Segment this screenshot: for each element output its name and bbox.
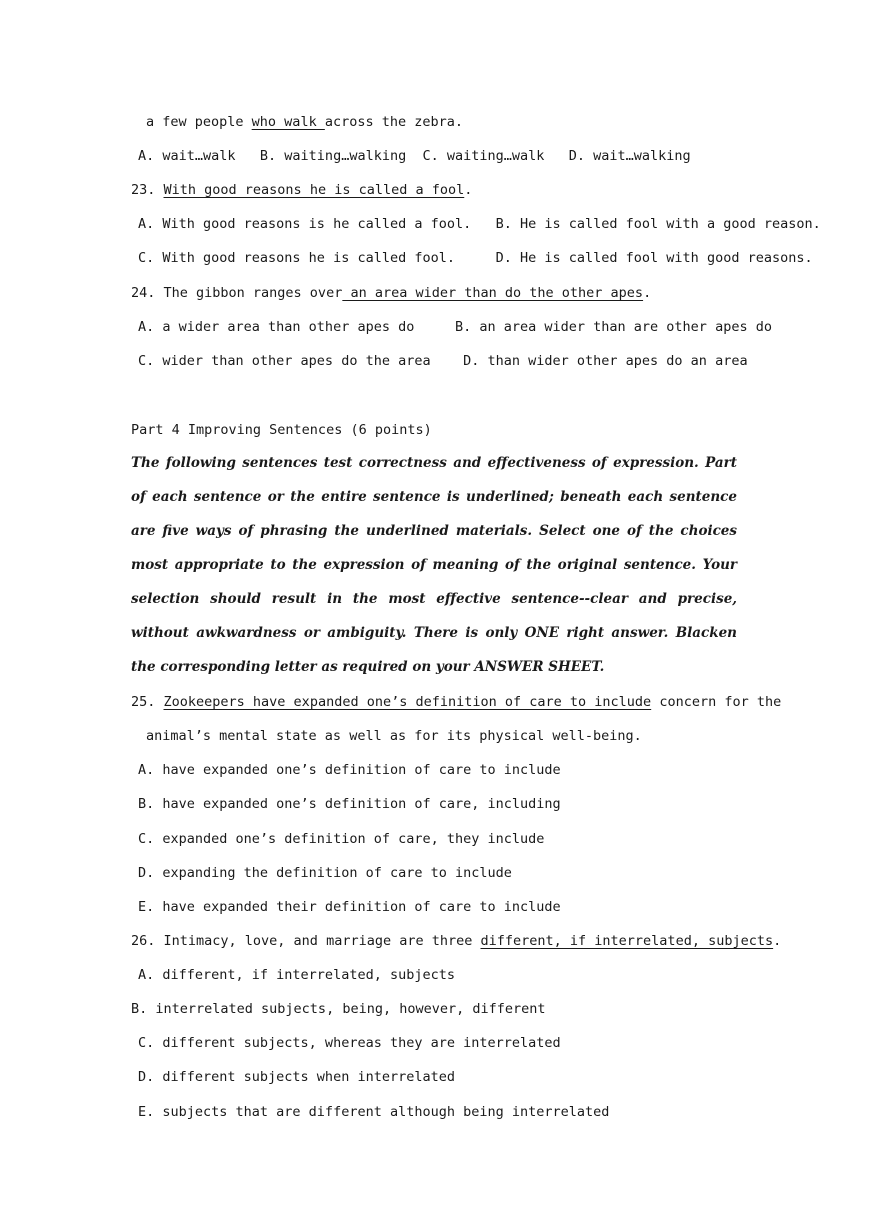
q26-option-e: E. subjects that are different although being interrelated [138,1104,610,1120]
q25-text-post: concern for the [651,694,782,710]
q26-text-post: . [773,933,782,949]
q23-options-row-2: C. With good reasons he is called fool. D. He is called fool with good reasons. [138,250,813,266]
q26-stem [131,932,781,950]
q25-option-a: A. have expanded one’s definition of care to include [138,762,561,778]
q22-continuation [146,113,463,131]
q22-text-post: across the zebra. [324,114,463,130]
q22-text-pre: a few people [146,114,252,130]
q22-options: A. wait…walk B. waiting…walking C. waiting…walk D. wait…walking [138,148,691,164]
q23-underlined-part: With good reasons he is called a fool [163,182,465,198]
q25-option-b: B. have expanded one’s definition of care, including [138,796,561,812]
q23-options-row-1: A. With good reasons is he called a fool. B. He is called fool with a good reason. [138,216,821,232]
q24-text-post: . [643,285,652,301]
q26-option-c: C. different subjects, whereas they are interrelated [138,1035,561,1051]
q25-stem-continuation: animal’s mental state as well as for its physical well-being. [146,728,642,744]
q26-option-d: D. different subjects when interrelated [138,1069,455,1085]
q25-option-d: D. expanding the definition of care to include [138,865,512,881]
q26-text-pre: 26. Intimacy, love, and marriage are three [131,933,481,949]
q22-underlined-part: who walk [251,114,325,130]
q26-option-b: B. interrelated subjects, being, however, different [131,1001,546,1017]
q24-options-row-1: A. a wider area than other apes do B. an area wider than are other apes do [138,319,772,335]
q24-text-pre: 24. The gibbon ranges over [131,285,343,301]
q23-number: 23. [131,182,164,198]
q25-underlined-part: Zookeepers have expanded one’s definition of care to include [163,694,652,710]
q26-underlined-part: different, if interrelated, subjects [480,933,774,949]
part4-heading: Part 4 Improving Sentences (6 points) [131,422,432,438]
q25-option-c: C. expanded one’s definition of care, they include [138,831,545,847]
q23-text-post: . [464,182,473,198]
q24-options-row-2: C. wider than other apes do the area D. than wider other apes do an area [138,353,748,369]
part4-instructions: The following sentences test correctness and effectiveness of expression. Part of each sentence or the entire sentence is underlined; beneath each sentence are five ways of phrasing the underlined materials. Select one of the choices most appropriate to the expression of meaning of the original sentence. Your selection should result in the most effective sentence--clear and precise, without awkwardness or ambiguity. There is only ONE right answer. Blacken the corresponding letter as required on your ANSWER SHEET. [131,455,737,675]
q24-stem [131,284,651,302]
q23-stem [131,181,472,199]
q25-option-e: E. have expanded their definition of care to include [138,899,561,915]
q25-stem [131,693,781,711]
q26-option-a: A. different, if interrelated, subjects [138,967,455,983]
q24-underlined-part: an area wider than do the other apes [342,285,644,301]
q25-number: 25. [131,694,164,710]
